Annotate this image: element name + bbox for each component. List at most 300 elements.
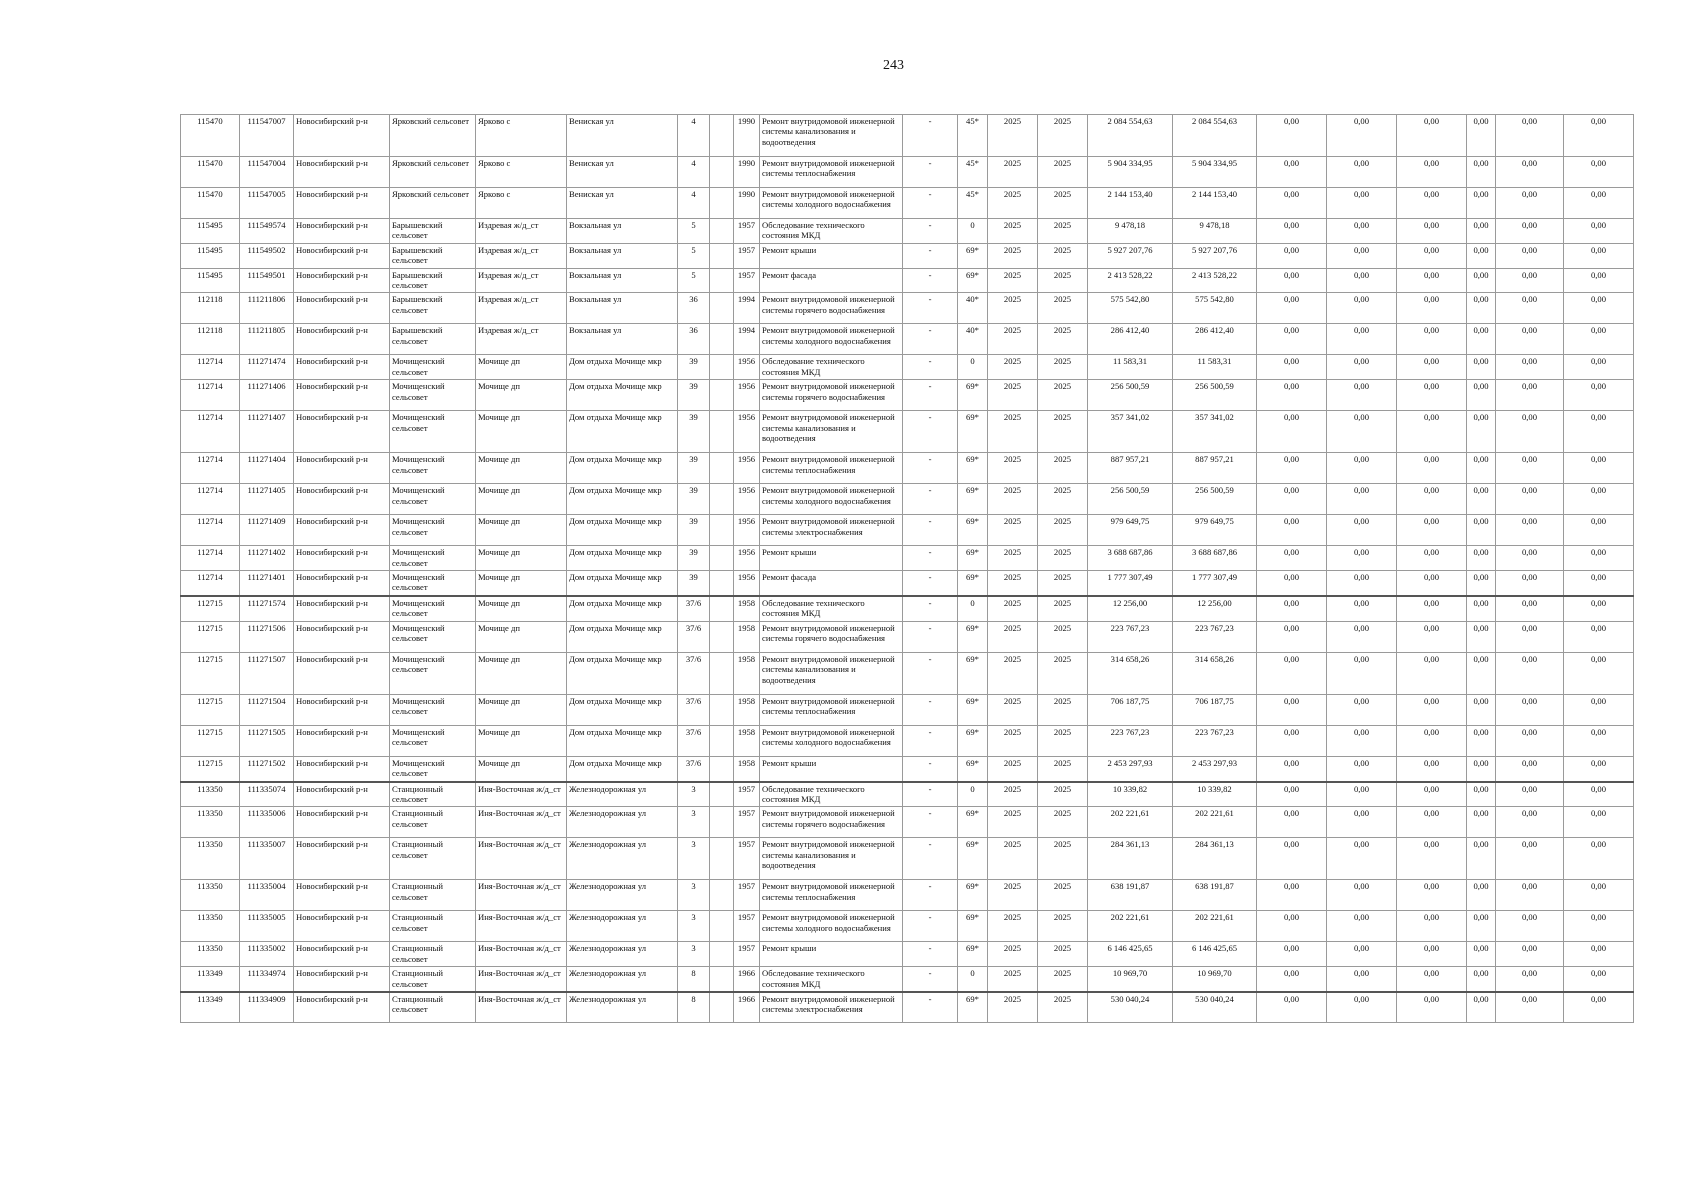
cell-district: Новосибирский р-н — [294, 756, 390, 781]
cell-total-cost: 2 144 153,40 — [1088, 188, 1173, 219]
cell-cost-col-8: 0,00 — [1564, 621, 1634, 652]
cell-plan-year-start: 2025 — [988, 942, 1038, 967]
cell-cost-col-6: 0,00 — [1467, 515, 1496, 546]
cell-house-id: 112714 — [181, 411, 240, 453]
cell-house-number: 39 — [678, 380, 710, 411]
cell-cost-col-4: 0,00 — [1327, 355, 1397, 380]
cell-building — [710, 293, 734, 324]
cell-cost-col-4: 0,00 — [1327, 515, 1397, 546]
cell-cost-col-5: 0,00 — [1397, 453, 1467, 484]
table-row — [181, 967, 1634, 992]
cell-work-id: 111271409 — [240, 515, 294, 546]
cell-house-id: 112715 — [181, 621, 240, 652]
cell-cost-col-4: 0,00 — [1327, 942, 1397, 967]
cell-cost-col-3: 0,00 — [1257, 571, 1327, 596]
cell-cost-col-7: 0,00 — [1496, 807, 1564, 838]
cell-work-type: Ремонт крыши — [760, 243, 903, 268]
cell-street: Вокзальная ул — [567, 243, 678, 268]
cell-building — [710, 243, 734, 268]
cell-street: Вокзальная ул — [567, 268, 678, 293]
table-row — [181, 546, 1634, 571]
cell-cost-regional-fund: 1 777 307,49 — [1173, 571, 1257, 596]
cell-work-type: Ремонт внутридомовой инженерной системы канализования и водоотведения — [760, 411, 903, 453]
cell-total-cost: 11 583,31 — [1088, 355, 1173, 380]
cell-cost-col-5: 0,00 — [1397, 725, 1467, 756]
cell-locality: Иня-Восточная ж/д_ст — [476, 807, 567, 838]
cell-cost-col-3: 0,00 — [1257, 725, 1327, 756]
cell-year-built: 1958 — [734, 694, 760, 725]
cell-cost-col-7: 0,00 — [1496, 268, 1564, 293]
cell-cost-col-6: 0,00 — [1467, 838, 1496, 880]
cell-locality: Мочище дп — [476, 355, 567, 380]
cell-cost-col-6: 0,00 — [1467, 293, 1496, 324]
cell-cost-col-8: 0,00 — [1564, 157, 1634, 188]
cell-house-number: 8 — [678, 992, 710, 1023]
cell-district: Новосибирский р-н — [294, 188, 390, 219]
cell-cost-regional-fund: 638 191,87 — [1173, 880, 1257, 911]
cell-wear-percent: 0 — [958, 782, 988, 807]
cell-plan-year-end: 2025 — [1038, 911, 1088, 942]
cell-house-id: 115470 — [181, 188, 240, 219]
cell-street: Железнодорожная ул — [567, 992, 678, 1023]
cell-cost-col-4: 0,00 — [1327, 596, 1397, 621]
cell-house-number: 39 — [678, 355, 710, 380]
cell-house-number: 5 — [678, 268, 710, 293]
cell-cost-col-3: 0,00 — [1257, 268, 1327, 293]
cell-cost-col-8: 0,00 — [1564, 838, 1634, 880]
cell-house-number: 39 — [678, 411, 710, 453]
cell-total-cost: 5 904 334,95 — [1088, 157, 1173, 188]
cell-cost-col-7: 0,00 — [1496, 157, 1564, 188]
cell-building — [710, 453, 734, 484]
cell-locality: Мочище дп — [476, 621, 567, 652]
cell-cost-col-7: 0,00 — [1496, 756, 1564, 781]
cell-settlement-council: Ярковский сельсовет — [390, 188, 476, 219]
cell-plan-year-end: 2025 — [1038, 621, 1088, 652]
cell-building — [710, 782, 734, 807]
cell-house-id: 112714 — [181, 355, 240, 380]
cell-wear-percent: 69* — [958, 807, 988, 838]
cell-locality: Иня-Восточная ж/д_ст — [476, 911, 567, 942]
cell-plan-year-end: 2025 — [1038, 157, 1088, 188]
cell-cost-col-3: 0,00 — [1257, 546, 1327, 571]
cell-street: Вокзальная ул — [567, 293, 678, 324]
cell-cost-col-8: 0,00 — [1564, 756, 1634, 781]
cell-plan-year-start: 2025 — [988, 967, 1038, 992]
cell-house-id: 115470 — [181, 115, 240, 157]
cell-cost-col-5: 0,00 — [1397, 115, 1467, 157]
cell-plan-year-start: 2025 — [988, 293, 1038, 324]
cell-cost-col-3: 0,00 — [1257, 411, 1327, 453]
cell-street: Железнодорожная ул — [567, 967, 678, 992]
cell-building — [710, 942, 734, 967]
cell-cost-regional-fund: 10 339,82 — [1173, 782, 1257, 807]
cell-wear-percent: 69* — [958, 992, 988, 1023]
cell-cost-col-8: 0,00 — [1564, 115, 1634, 157]
cell-work-type: Ремонт внутридомовой инженерной системы канализования и водоотведения — [760, 652, 903, 694]
table-row — [181, 725, 1634, 756]
cell-street: Дом отдыха Мочище мкр — [567, 725, 678, 756]
cell-year-built: 1958 — [734, 596, 760, 621]
cell-cost-col-5: 0,00 — [1397, 992, 1467, 1023]
cell-cost-col-4: 0,00 — [1327, 911, 1397, 942]
cell-work-type: Ремонт фасада — [760, 571, 903, 596]
cell-work-type: Обследование технического состояния МКД — [760, 967, 903, 992]
cell-year-built: 1958 — [734, 756, 760, 781]
cell-cost-col-3: 0,00 — [1257, 992, 1327, 1023]
cell-plan-year-end: 2025 — [1038, 725, 1088, 756]
cell-building — [710, 355, 734, 380]
cell-district: Новосибирский р-н — [294, 652, 390, 694]
cell-district: Новосибирский р-н — [294, 157, 390, 188]
cell-cost-col-8: 0,00 — [1564, 911, 1634, 942]
cell-total-cost: 2 413 528,22 — [1088, 268, 1173, 293]
cell-locality: Иня-Восточная ж/д_ст — [476, 992, 567, 1023]
cell-cost-col-4: 0,00 — [1327, 411, 1397, 453]
cell-year-built: 1956 — [734, 411, 760, 453]
cell-locality: Иня-Восточная ж/д_ст — [476, 942, 567, 967]
cell-locality: Мочище дп — [476, 411, 567, 453]
cell-street: Железнодорожная ул — [567, 838, 678, 880]
cell-house-number: 39 — [678, 453, 710, 484]
cell-cost-col-4: 0,00 — [1327, 725, 1397, 756]
cell-work-type: Ремонт внутридомовой инженерной системы теплоснабжения — [760, 694, 903, 725]
cell-wear-percent: 69* — [958, 380, 988, 411]
cell-building — [710, 157, 734, 188]
cell-wear-percent: 69* — [958, 942, 988, 967]
cell-settlement-council: Мочищенский сельсовет — [390, 596, 476, 621]
cell-cost-col-7: 0,00 — [1496, 411, 1564, 453]
cell-settlement-council: Станционный сельсовет — [390, 942, 476, 967]
cell-cost-col-3: 0,00 — [1257, 911, 1327, 942]
cell-cost-col-7: 0,00 — [1496, 911, 1564, 942]
cell-plan-year-start: 2025 — [988, 621, 1038, 652]
cell-district: Новосибирский р-н — [294, 243, 390, 268]
cell-wear-percent: 69* — [958, 268, 988, 293]
cell-plan-year-end: 2025 — [1038, 380, 1088, 411]
cell-cost-regional-fund: 10 969,70 — [1173, 967, 1257, 992]
cell-house-number: 37/6 — [678, 725, 710, 756]
cell-cost-col-6: 0,00 — [1467, 992, 1496, 1023]
cell-total-cost: 530 040,24 — [1088, 992, 1173, 1023]
cell-plan-year-start: 2025 — [988, 546, 1038, 571]
cell-cost-regional-fund: 2 453 297,93 — [1173, 756, 1257, 781]
cell-total-cost: 2 084 554,63 — [1088, 115, 1173, 157]
cell-cost-col-8: 0,00 — [1564, 967, 1634, 992]
cell-plan-year-end: 2025 — [1038, 694, 1088, 725]
cell-house-id: 112714 — [181, 380, 240, 411]
cell-blank-col: - — [903, 694, 958, 725]
cell-blank-col: - — [903, 324, 958, 355]
cell-blank-col: - — [903, 453, 958, 484]
cell-cost-col-7: 0,00 — [1496, 725, 1564, 756]
cell-cost-col-5: 0,00 — [1397, 268, 1467, 293]
cell-house-number: 36 — [678, 293, 710, 324]
cell-cost-col-4: 0,00 — [1327, 188, 1397, 219]
cell-work-type: Обследование технического состояния МКД — [760, 355, 903, 380]
cell-settlement-council: Мочищенский сельсовет — [390, 380, 476, 411]
cell-cost-col-4: 0,00 — [1327, 115, 1397, 157]
cell-cost-col-5: 0,00 — [1397, 756, 1467, 781]
cell-settlement-council: Мочищенский сельсовет — [390, 756, 476, 781]
cell-cost-col-7: 0,00 — [1496, 838, 1564, 880]
cell-blank-col: - — [903, 782, 958, 807]
cell-cost-col-8: 0,00 — [1564, 807, 1634, 838]
table-row — [181, 571, 1634, 596]
cell-cost-regional-fund: 284 361,13 — [1173, 838, 1257, 880]
cell-cost-col-4: 0,00 — [1327, 546, 1397, 571]
cell-total-cost: 6 146 425,65 — [1088, 942, 1173, 967]
cell-plan-year-end: 2025 — [1038, 571, 1088, 596]
cell-total-cost: 9 478,18 — [1088, 219, 1173, 244]
cell-plan-year-start: 2025 — [988, 324, 1038, 355]
cell-year-built: 1990 — [734, 157, 760, 188]
cell-street: Дом отдыха Мочище мкр — [567, 596, 678, 621]
cell-house-number: 3 — [678, 880, 710, 911]
cell-cost-regional-fund: 202 221,61 — [1173, 911, 1257, 942]
cell-plan-year-end: 2025 — [1038, 942, 1088, 967]
cell-blank-col: - — [903, 355, 958, 380]
cell-district: Новосибирский р-н — [294, 380, 390, 411]
cell-settlement-council: Станционный сельсовет — [390, 807, 476, 838]
cell-work-id: 111271506 — [240, 621, 294, 652]
cell-work-id: 111211805 — [240, 324, 294, 355]
cell-total-cost: 5 927 207,76 — [1088, 243, 1173, 268]
cell-locality: Мочище дп — [476, 380, 567, 411]
cell-total-cost: 314 658,26 — [1088, 652, 1173, 694]
cell-year-built: 1957 — [734, 243, 760, 268]
cell-work-id: 111271474 — [240, 355, 294, 380]
cell-total-cost: 3 688 687,86 — [1088, 546, 1173, 571]
cell-district: Новосибирский р-н — [294, 782, 390, 807]
cell-settlement-council: Станционный сельсовет — [390, 911, 476, 942]
cell-cost-col-5: 0,00 — [1397, 243, 1467, 268]
table-row — [181, 188, 1634, 219]
table-row — [181, 756, 1634, 781]
cell-street: Вениская ул — [567, 157, 678, 188]
cell-settlement-council: Мочищенский сельсовет — [390, 725, 476, 756]
cell-house-id: 113350 — [181, 782, 240, 807]
cell-cost-col-8: 0,00 — [1564, 453, 1634, 484]
cell-plan-year-end: 2025 — [1038, 355, 1088, 380]
cell-wear-percent: 0 — [958, 596, 988, 621]
cell-district: Новосибирский р-н — [294, 621, 390, 652]
cell-cost-col-6: 0,00 — [1467, 546, 1496, 571]
cell-cost-col-8: 0,00 — [1564, 515, 1634, 546]
cell-work-id: 111271574 — [240, 596, 294, 621]
cell-work-id: 111334909 — [240, 992, 294, 1023]
cell-building — [710, 992, 734, 1023]
table-row — [181, 694, 1634, 725]
cell-settlement-council: Мочищенский сельсовет — [390, 694, 476, 725]
cell-house-number: 3 — [678, 807, 710, 838]
cell-year-built: 1957 — [734, 268, 760, 293]
cell-district: Новосибирский р-н — [294, 942, 390, 967]
cell-work-type: Ремонт крыши — [760, 942, 903, 967]
cell-building — [710, 725, 734, 756]
table-body — [181, 115, 1634, 1023]
cell-house-id: 112715 — [181, 652, 240, 694]
cell-cost-regional-fund: 2 413 528,22 — [1173, 268, 1257, 293]
cell-district: Новосибирский р-н — [294, 992, 390, 1023]
cell-cost-col-5: 0,00 — [1397, 838, 1467, 880]
cell-plan-year-start: 2025 — [988, 243, 1038, 268]
cell-house-id: 113350 — [181, 911, 240, 942]
cell-cost-col-7: 0,00 — [1496, 992, 1564, 1023]
cell-cost-regional-fund: 3 688 687,86 — [1173, 546, 1257, 571]
cell-building — [710, 756, 734, 781]
cell-work-id: 111334974 — [240, 967, 294, 992]
cell-work-type: Ремонт внутридомовой инженерной системы канализования и водоотведения — [760, 838, 903, 880]
cell-blank-col: - — [903, 243, 958, 268]
cell-work-id: 111271407 — [240, 411, 294, 453]
cell-year-built: 1956 — [734, 453, 760, 484]
cell-blank-col: - — [903, 268, 958, 293]
cell-wear-percent: 40* — [958, 293, 988, 324]
cell-cost-col-3: 0,00 — [1257, 694, 1327, 725]
cell-building — [710, 838, 734, 880]
cell-building — [710, 411, 734, 453]
cell-year-built: 1956 — [734, 515, 760, 546]
cell-blank-col: - — [903, 596, 958, 621]
cell-locality: Мочище дп — [476, 596, 567, 621]
cell-building — [710, 694, 734, 725]
cell-wear-percent: 69* — [958, 694, 988, 725]
table-row — [181, 911, 1634, 942]
cell-street: Дом отдыха Мочище мкр — [567, 484, 678, 515]
cell-total-cost: 286 412,40 — [1088, 324, 1173, 355]
cell-cost-col-7: 0,00 — [1496, 694, 1564, 725]
cell-cost-col-5: 0,00 — [1397, 942, 1467, 967]
cell-cost-col-3: 0,00 — [1257, 484, 1327, 515]
table-row — [181, 621, 1634, 652]
cell-plan-year-start: 2025 — [988, 992, 1038, 1023]
cell-plan-year-end: 2025 — [1038, 243, 1088, 268]
cell-cost-col-6: 0,00 — [1467, 188, 1496, 219]
cell-house-number: 39 — [678, 484, 710, 515]
cell-building — [710, 880, 734, 911]
cell-blank-col: - — [903, 911, 958, 942]
table-row — [181, 380, 1634, 411]
cell-cost-col-4: 0,00 — [1327, 380, 1397, 411]
cell-cost-col-8: 0,00 — [1564, 652, 1634, 694]
cell-work-id: 111335074 — [240, 782, 294, 807]
cell-street: Вокзальная ул — [567, 324, 678, 355]
cell-wear-percent: 69* — [958, 880, 988, 911]
cell-work-id: 111271402 — [240, 546, 294, 571]
cell-year-built: 1966 — [734, 967, 760, 992]
cell-cost-col-4: 0,00 — [1327, 293, 1397, 324]
cell-building — [710, 115, 734, 157]
cell-cost-col-4: 0,00 — [1327, 756, 1397, 781]
cell-cost-col-3: 0,00 — [1257, 355, 1327, 380]
cell-plan-year-start: 2025 — [988, 652, 1038, 694]
cell-work-id: 111335007 — [240, 838, 294, 880]
cell-cost-regional-fund: 223 767,23 — [1173, 621, 1257, 652]
cell-locality: Издревая ж/д_ст — [476, 324, 567, 355]
cell-plan-year-start: 2025 — [988, 911, 1038, 942]
cell-locality: Мочище дп — [476, 571, 567, 596]
cell-work-type: Обследование технического состояния МКД — [760, 596, 903, 621]
cell-cost-col-5: 0,00 — [1397, 782, 1467, 807]
cell-house-id: 113350 — [181, 880, 240, 911]
table-row — [181, 942, 1634, 967]
cell-cost-col-6: 0,00 — [1467, 411, 1496, 453]
cell-cost-col-5: 0,00 — [1397, 621, 1467, 652]
cell-plan-year-end: 2025 — [1038, 453, 1088, 484]
cell-house-id: 113349 — [181, 992, 240, 1023]
cell-blank-col: - — [903, 188, 958, 219]
cell-cost-col-5: 0,00 — [1397, 515, 1467, 546]
cell-street: Дом отдыха Мочище мкр — [567, 411, 678, 453]
cell-cost-regional-fund: 314 658,26 — [1173, 652, 1257, 694]
table-row — [181, 453, 1634, 484]
cell-year-built: 1956 — [734, 546, 760, 571]
cell-work-type: Ремонт внутридомовой инженерной системы холодного водоснабжения — [760, 911, 903, 942]
cell-year-built: 1956 — [734, 355, 760, 380]
cell-cost-col-5: 0,00 — [1397, 157, 1467, 188]
cell-house-number: 3 — [678, 942, 710, 967]
cell-cost-col-6: 0,00 — [1467, 115, 1496, 157]
cell-cost-col-5: 0,00 — [1397, 694, 1467, 725]
cell-blank-col: - — [903, 992, 958, 1023]
cell-plan-year-start: 2025 — [988, 515, 1038, 546]
cell-work-type: Ремонт внутридомовой инженерной системы электроснабжения — [760, 992, 903, 1023]
cell-plan-year-start: 2025 — [988, 807, 1038, 838]
cell-settlement-council: Барышевский сельсовет — [390, 219, 476, 244]
cell-plan-year-end: 2025 — [1038, 268, 1088, 293]
cell-cost-col-6: 0,00 — [1467, 782, 1496, 807]
cell-year-built: 1956 — [734, 484, 760, 515]
cell-work-type: Ремонт внутридомовой инженерной системы горячего водоснабжения — [760, 807, 903, 838]
cell-house-id: 113350 — [181, 838, 240, 880]
cell-year-built: 1958 — [734, 621, 760, 652]
cell-house-number: 3 — [678, 911, 710, 942]
cell-blank-col: - — [903, 293, 958, 324]
cell-cost-col-5: 0,00 — [1397, 571, 1467, 596]
cell-street: Вениская ул — [567, 188, 678, 219]
cell-district: Новосибирский р-н — [294, 411, 390, 453]
cell-year-built: 1957 — [734, 782, 760, 807]
cell-building — [710, 621, 734, 652]
cell-cost-col-4: 0,00 — [1327, 807, 1397, 838]
cell-cost-col-4: 0,00 — [1327, 967, 1397, 992]
cell-cost-col-8: 0,00 — [1564, 243, 1634, 268]
cell-cost-regional-fund: 5 904 334,95 — [1173, 157, 1257, 188]
cell-house-number: 37/6 — [678, 652, 710, 694]
cell-work-type: Ремонт внутридомовой инженерной системы горячего водоснабжения — [760, 621, 903, 652]
cell-year-built: 1956 — [734, 380, 760, 411]
cell-settlement-council: Станционный сельсовет — [390, 838, 476, 880]
cell-blank-col: - — [903, 838, 958, 880]
cell-plan-year-end: 2025 — [1038, 515, 1088, 546]
cell-house-number: 5 — [678, 243, 710, 268]
cell-cost-col-7: 0,00 — [1496, 293, 1564, 324]
cell-cost-col-3: 0,00 — [1257, 324, 1327, 355]
cell-house-number: 37/6 — [678, 694, 710, 725]
cell-cost-col-7: 0,00 — [1496, 484, 1564, 515]
cell-blank-col: - — [903, 484, 958, 515]
cell-total-cost: 10 969,70 — [1088, 967, 1173, 992]
cell-plan-year-start: 2025 — [988, 380, 1038, 411]
cell-locality: Иня-Восточная ж/д_ст — [476, 782, 567, 807]
cell-wear-percent: 69* — [958, 484, 988, 515]
cell-district: Новосибирский р-н — [294, 596, 390, 621]
cell-plan-year-end: 2025 — [1038, 880, 1088, 911]
cell-plan-year-start: 2025 — [988, 268, 1038, 293]
table-row — [181, 324, 1634, 355]
cell-locality: Ярково с — [476, 157, 567, 188]
